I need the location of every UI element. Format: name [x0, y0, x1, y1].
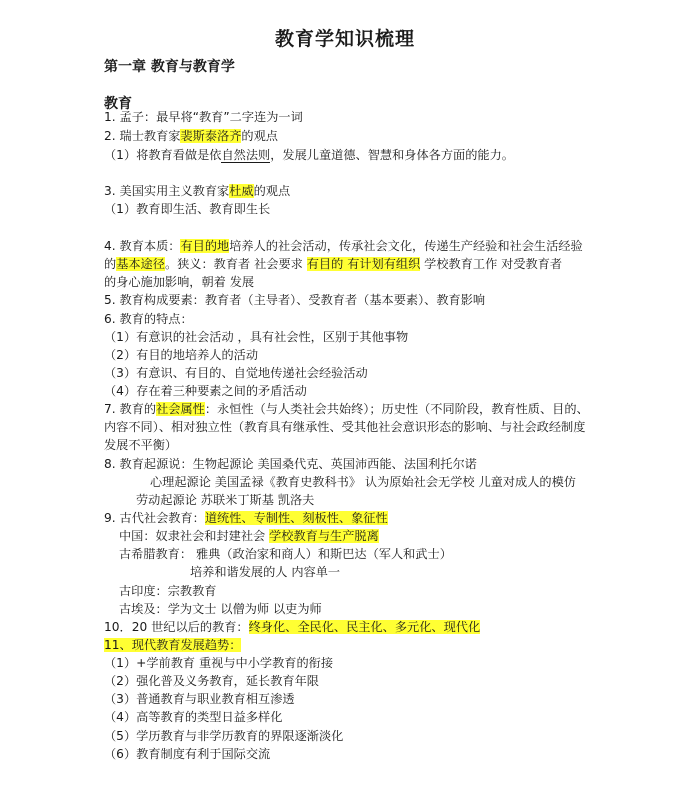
chapter-heading: 第一章 教育与教育学 — [104, 59, 235, 75]
item-4-text: 4. 教育本质： — [104, 239, 181, 253]
item-7-highlight: 社会属性 — [156, 402, 205, 416]
item-9-china-highlight: 学校教育与生产脱离 — [269, 529, 379, 543]
item-10-highlight: 终身化、全民化、民主化、多元化、现代化 — [248, 620, 481, 634]
item-9-text: 9. 古代社会教育： — [104, 511, 205, 525]
item-4-line-2-prefix: 的 — [104, 257, 117, 271]
item-9-china-text: 中国：奴隶社会和封建社会 — [119, 529, 270, 543]
item-2-sub-1-text: （1）将教育看做是依 — [104, 148, 222, 162]
item-11-sub-5: （5）学历教育与非学历教育的界限逐渐淡化 — [104, 729, 344, 743]
item-4-line-2-suffix: 学校教育工作 对受教育者 — [420, 257, 563, 271]
item-8-line-3: 劳动起源论 苏联米丁斯基 凯洛夫 — [136, 493, 315, 507]
item-6-sub-2: （2）有目的地培养人的活动 — [104, 348, 259, 362]
item-4-highlight-4: 有计划有组织 — [347, 257, 421, 271]
item-7 — [104, 400, 684, 418]
item-8: 8. 教育起源说：生物起源论 美国桑代克、英国沛西能、法国利托尔诺 — [104, 457, 477, 471]
item-4-highlight-3: 有目的 — [306, 257, 348, 271]
item-6-sub-1: （1）有意识的社会活动 ，具有社会性，区别于其他事物 — [104, 330, 409, 344]
item-4-line-2-text: 。狭义：教育者 社会要求 — [164, 257, 307, 271]
item-6-sub-4: （4）存在着三种要素之间的矛盾活动 — [104, 384, 307, 398]
item-4-highlight: 有目的地 — [180, 239, 230, 253]
item-6-sub-3: （3）有意识、有目的、自觉地传递社会经验活动 — [104, 366, 368, 380]
item-3-sub-1: （1）教育即生活、教育即生长 — [104, 202, 271, 216]
item-4-suffix: 培养人的社会活动，传承社会文化，传递生产经验和社会生活经验 — [229, 239, 583, 253]
item-5: 5. 教育构成要素：教育者（主导者）、受教育者（基本要素）、教育影响 — [104, 293, 486, 307]
item-11-sub-1: （1）+学前教育 重视与中小学教育的衔接 — [104, 656, 334, 670]
item-4-line-3: 的身心施加影响，朝着 发展 — [104, 275, 255, 289]
item-7-line-2: 内容不同）、相对独立性（教育具有继承性、受其他社会意识形态的影响、与社会政经制度 — [104, 420, 586, 434]
item-9-greece-line-2: 培养和谐发展的人 内容单一 — [190, 565, 341, 579]
item-11-sub-3: （3）普通教育与职业教育相互渗透 — [104, 692, 295, 706]
item-2 — [104, 127, 684, 145]
item-2-sub-1-underline: 自然法则 — [221, 148, 271, 162]
item-11-highlight: 11、现代教育发展趋势： — [104, 638, 242, 652]
item-3-text: 3. 美国实用主义教育家 — [104, 184, 230, 198]
item-4-highlight-2: 基本途径 — [116, 257, 165, 271]
item-4 — [104, 237, 684, 255]
item-7-text: 7. 教育的 — [104, 402, 157, 416]
document-title: 教育学知识梳理 — [274, 28, 415, 50]
item-10-text: 10．20 世纪以后的教育： — [104, 620, 249, 634]
section-heading: 教育 — [104, 96, 132, 112]
item-11-sub-6: （6）教育制度有利于国际交流 — [104, 747, 271, 761]
item-9 — [104, 509, 684, 527]
item-9-egypt: 古埃及：学为文士 以僧为师 以吏为师 — [119, 602, 322, 616]
item-9-india: 古印度：宗教教育 — [119, 584, 217, 598]
item-3-highlight: 杜威 — [229, 184, 254, 198]
item-8-line-2: 心理起源论 美国孟禄《教育史教科书》 认为原始社会无学校 儿童对成人的模仿 — [150, 475, 576, 489]
item-2-suffix: 的观点 — [241, 129, 278, 143]
item-2-sub-1-suffix: ，发展儿童道德、智慧和身体各方面的能力。 — [270, 148, 514, 162]
item-3 — [104, 182, 684, 200]
item-7-suffix: ：永恒性（与人类社会共始终）；历史性（不同阶段，教育性质、目的、 — [204, 402, 589, 416]
item-2-sub-1 — [104, 146, 684, 164]
item-11-sub-4: （4）高等教育的类型日益多样化 — [104, 710, 283, 724]
item-4-line-2 — [104, 255, 684, 273]
item-2-text: 2. 瑞士教育家 — [104, 129, 181, 143]
item-1: 1. 孟子：最早将“教育”二字连为一词 — [104, 110, 303, 124]
item-11 — [104, 636, 684, 654]
item-10 — [104, 618, 684, 636]
item-6: 6. 教育的特点： — [104, 312, 193, 326]
item-3-suffix: 的观点 — [253, 184, 291, 198]
item-2-highlight: 裴斯泰洛齐 — [180, 129, 242, 143]
item-9-china — [119, 527, 690, 545]
item-9-highlight: 道统性、专制性、刻板性、象征性 — [204, 511, 388, 525]
item-7-line-3: 发展不平衡） — [104, 438, 178, 452]
item-11-sub-2: （2）强化普及义务教育，延长教育年限 — [104, 674, 319, 688]
item-9-greece: 古希腊教育： 雅典（政治家和商人）和斯巴达（军人和武士） — [119, 547, 452, 561]
